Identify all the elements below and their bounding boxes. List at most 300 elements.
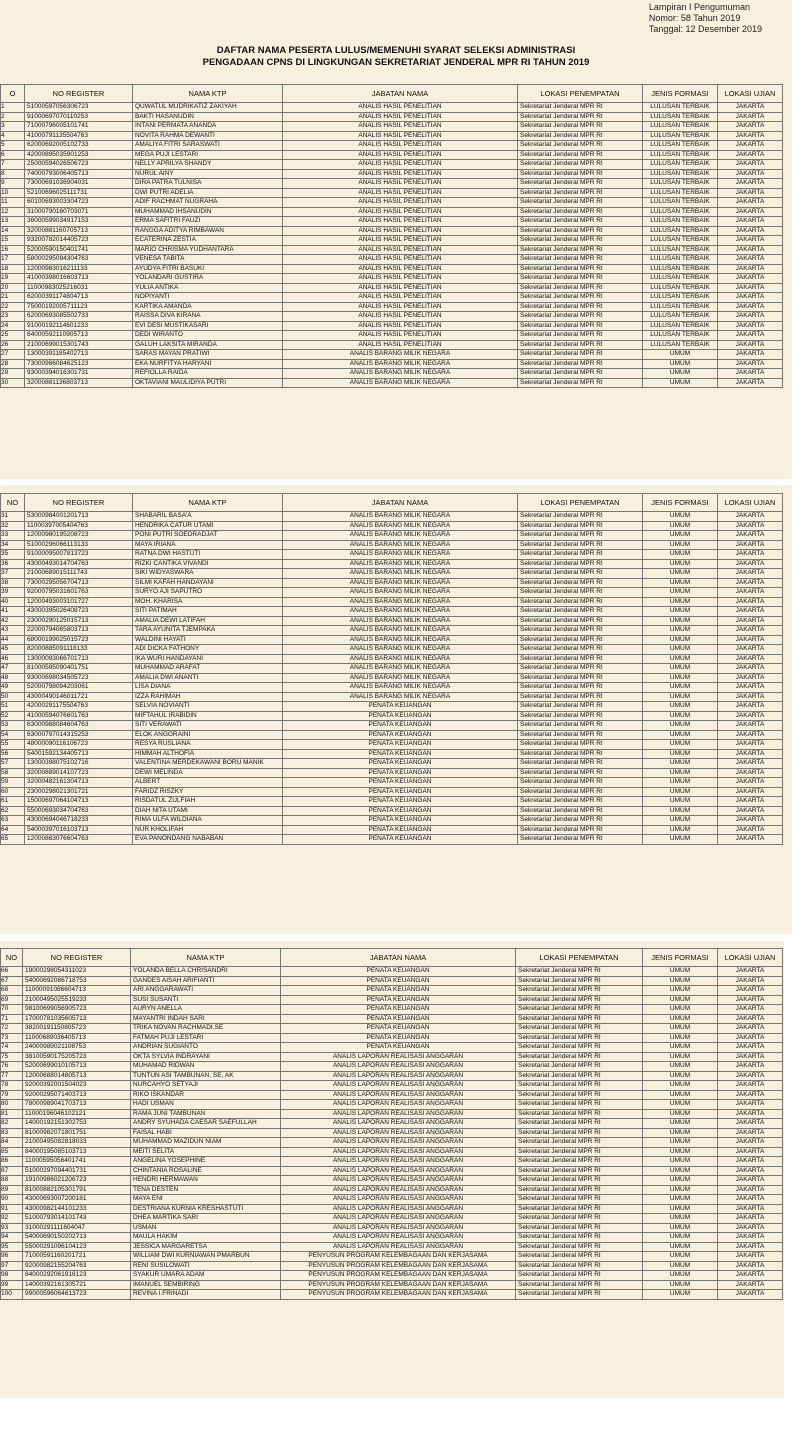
table-row [1,340,783,350]
register-number: 21000699015301743 [25,340,133,350]
exam-location-cell: JAKARTA [718,321,783,331]
formation-cell: LULUSAN TERBAIK [643,160,718,170]
placement-cell: Sekretariat Jenderal MPR RI [518,331,643,341]
position-cell: PENATA KEUANGAN [283,740,518,750]
position-cell: PENATA KEUANGAN [283,806,518,816]
exam-location-cell: JAKARTA [718,626,783,636]
exam-location-cell: JAKARTA [718,369,783,379]
position-cell: ANALIS LAPORAN REALISASI ANGGARAN [281,1176,516,1186]
placement-cell: Sekretariat Jenderal MPR RI [516,1166,643,1176]
position-cell: PENATA KEUANGAN [281,1043,516,1053]
position-cell: ANALIS BARANG MILIK NEGARA [283,635,518,645]
exam-location-cell: JAKARTA [718,540,783,550]
register-number: 13000398075102716 [25,759,133,769]
table-row [1,1043,783,1053]
position-cell: PENATA KEUANGAN [283,759,518,769]
name-cell: ANDRIAN SUGIANTO [131,1043,281,1053]
exam-location-cell: JAKARTA [718,797,783,807]
table-row [1,711,783,721]
position-cell: ANALIS LAPORAN REALISASI ANGGARAN [281,1081,516,1091]
position-cell: ANALIS HASIL PENELITIAN [283,293,518,303]
name-cell: NOPIYANTI [133,293,283,303]
row-number: 73 [1,1033,23,1043]
formation-cell: UMUM [643,654,718,664]
exam-location-cell: JAKARTA [718,521,783,531]
name-cell: QUWATUL MUDRIKATIZ ZAKIYAH [133,103,283,113]
exam-location-cell: JAKARTA [718,122,783,132]
table-row [1,359,783,369]
row-number: 3 [1,122,25,132]
header-row [1,949,783,967]
name-cell: MIFTAHUL IRABIDIN [133,711,283,721]
row-number: 96 [1,1252,23,1262]
formation-cell: LULUSAN TERBAIK [643,321,718,331]
exam-location-cell: JAKARTA [718,976,783,986]
name-cell: TENA DESTEN [131,1185,281,1195]
row-number: 65 [1,835,25,845]
formation-cell: UMUM [643,597,718,607]
exam-location-cell: JAKARTA [718,787,783,797]
placement-cell: Sekretariat Jenderal MPR RI [516,1109,643,1119]
register-number: 60100693003304723 [25,198,133,208]
placement-cell: Sekretariat Jenderal MPR RI [516,1252,643,1262]
exam-location-cell: JAKARTA [718,1157,783,1167]
exam-location-cell: JAKARTA [718,749,783,759]
table-row [1,749,783,759]
position-cell: ANALIS BARANG MILIK NEGARA [283,369,518,379]
position-cell: PENATA KEUANGAN [283,835,518,845]
placement-cell: Sekretariat Jenderal MPR RI [518,683,643,693]
formation-cell: UMUM [643,1005,718,1015]
row-number: 58 [1,768,25,778]
formation-cell: LULUSAN TERBAIK [643,245,718,255]
exam-location-cell: JAKARTA [718,293,783,303]
placement-cell: Sekretariat Jenderal MPR RI [518,131,643,141]
row-number: 28 [1,359,25,369]
table-row [1,664,783,674]
participants-table-1 [0,84,783,388]
row-number: 35 [1,550,25,560]
register-number: 52000590150401741 [25,245,133,255]
name-cell: KARTIKA AMANDA [133,302,283,312]
name-cell: FARIDZ RISZKY [133,787,283,797]
name-cell: SURYO AJI SAPUTRO [133,588,283,598]
lampiran-label: Lampiran I Pengumuman [648,2,750,12]
row-number: 29 [1,369,25,379]
table-row [1,302,783,312]
table-row [1,806,783,816]
name-cell: DESTRIANA KURNIA KRESHASTUTI [131,1204,281,1214]
register-number: 84000592110905713 [25,331,133,341]
table-row [1,512,783,522]
exam-location-cell: JAKARTA [718,179,783,189]
position-cell: ANALIS BARANG MILIK NEGARA [283,569,518,579]
exam-location-cell: JAKARTA [718,768,783,778]
position-cell: PENYUSUN PROGRAM KELEMBAGAAN DAN KERJASAMA [281,1261,516,1271]
table-row [1,1157,783,1167]
placement-cell: Sekretariat Jenderal MPR RI [516,1195,643,1205]
name-cell: WILLIAM DWI KURNIAWAN PMARBUN [131,1252,281,1262]
name-cell: AMALIA DEWI LATIFAH [133,616,283,626]
name-cell: AYUDYA FITRI BASUKI [133,264,283,274]
name-cell: MOH. KHARISA [133,597,283,607]
table-row [1,778,783,788]
table-row [1,369,783,379]
placement-cell: Sekretariat Jenderal MPR RI [516,1214,643,1224]
table-row [1,1280,783,1290]
register-number: 25000594026506723 [25,160,133,170]
formation-cell: UMUM [643,1128,718,1138]
exam-location-cell: JAKARTA [718,654,783,664]
row-number: 31 [1,512,25,522]
position-header: JABATAN NAMA [281,949,516,967]
exam-location-cell: JAKARTA [718,217,783,227]
name-header: NAMA KTP [131,949,281,967]
placement-cell: Sekretariat Jenderal MPR RI [518,293,643,303]
table-row [1,1252,783,1262]
location-header: LOKASI PENEMPATAN [518,85,643,103]
register-number: 71000796005101741 [25,122,133,132]
name-cell: IMANUEL SEMBIRING [131,1280,281,1290]
row-number: 93 [1,1223,23,1233]
exam-location-header: LOKASI UJIAN [718,85,783,103]
placement-cell: Sekretariat Jenderal MPR RI [518,550,643,560]
row-number: 5 [1,141,25,151]
row-number: 14 [1,226,25,236]
row-number: 22 [1,302,25,312]
table-row [1,226,783,236]
position-cell: ANALIS LAPORAN REALISASI ANGGARAN [281,1090,516,1100]
row-number: 98 [1,1271,23,1281]
register-number: 68000199025015723 [25,635,133,645]
register-number: 24000989021108753 [23,1043,131,1053]
name-cell: MUHAMMAD ARAFAT [133,664,283,674]
table-row [1,1166,783,1176]
row-number: 42 [1,616,25,626]
formation-cell: UMUM [643,635,718,645]
exam-location-cell: JAKARTA [718,1176,783,1186]
placement-cell: Sekretariat Jenderal MPR RI [518,816,643,826]
table-row [1,607,783,617]
row-number: 34 [1,540,25,550]
table-row [1,331,783,341]
exam-location-cell: JAKARTA [718,825,783,835]
table-row [1,759,783,769]
position-cell: ANALIS LAPORAN REALISASI ANGGARAN [281,1119,516,1129]
formation-cell: UMUM [643,1242,718,1252]
position-cell: ANALIS LAPORAN REALISASI ANGGARAN [281,1223,516,1233]
exam-location-cell: JAKARTA [718,597,783,607]
formation-cell: UMUM [643,540,718,550]
position-cell: PENATA KEUANGAN [283,825,518,835]
position-cell: PENYUSUN PROGRAM KELEMBAGAAN DAN KERJASAMA [281,1271,516,1281]
placement-cell: Sekretariat Jenderal MPR RI [516,1261,643,1271]
name-cell: SUSI SUSANTI [131,995,281,1005]
name-cell: RATNA DWI HASTUTI [133,550,283,560]
position-cell: PENATA KEUANGAN [283,797,518,807]
exam-location-cell: JAKARTA [718,378,783,388]
name-cell: HENDRI HERMAWAN [131,1176,281,1186]
exam-location-cell: JAKARTA [718,1261,783,1271]
table-row [1,112,783,122]
exam-location-cell: JAKARTA [718,664,783,674]
register-number: 43000490146011721 [25,692,133,702]
name-cell: ADIF RACHMAT NUGRAHA [133,198,283,208]
formation-cell: LULUSAN TERBAIK [643,302,718,312]
name-cell: ADI DICKA FATHONY [133,645,283,655]
exam-location-cell: JAKARTA [718,274,783,284]
exam-location-cell: JAKARTA [718,1024,783,1034]
exam-location-cell: JAKARTA [718,1128,783,1138]
name-cell: YOLANDA BELLA CHRISANDRI [131,967,281,977]
table-row [1,264,783,274]
placement-cell: Sekretariat Jenderal MPR RI [518,245,643,255]
table-row [1,103,783,113]
name-cell: HIMMAH ALTHOFIA [133,749,283,759]
name-cell: OKTAVIANI MAULIDIYA PUTRI [133,378,283,388]
placement-cell: Sekretariat Jenderal MPR RI [518,179,643,189]
register-number: 54000690150202713 [23,1233,131,1243]
name-cell: OKTA SYLVIA INDRAYANI [131,1052,281,1062]
name-cell: RAISSA DIVA KIRANA [133,312,283,322]
exam-location-cell: JAKARTA [718,264,783,274]
position-header: JABATAN NAMA [283,85,518,103]
register-number: 63000797014315253 [25,730,133,740]
formation-cell: UMUM [643,683,718,693]
position-cell: ANALIS HASIL PENELITIAN [283,169,518,179]
position-cell: PENYUSUN PROGRAM KELEMBAGAAN DAN KERJASAMA [281,1280,516,1290]
name-cell: SHABARIL BASA'A [133,512,283,522]
formation-cell: UMUM [643,976,718,986]
name-cell: CHINTANIA ROSALINE [131,1166,281,1176]
position-cell: ANALIS HASIL PENELITIAN [283,141,518,151]
register-number: 62000692005102733 [25,141,133,151]
row-number: 27 [1,350,25,360]
name-cell: FAISAL HABI [131,1128,281,1138]
formation-cell: UMUM [643,664,718,674]
exam-location-cell: JAKARTA [718,1062,783,1072]
register-number: 81000982071801751 [23,1128,131,1138]
name-cell: NURUL AINY [133,169,283,179]
header-row [1,85,783,103]
name-cell: AURYN ANELLA [131,1005,281,1015]
row-number: 82 [1,1119,23,1129]
name-cell: BAKTI HASANUDIN [133,112,283,122]
position-cell: ANALIS HASIL PENELITIAN [283,150,518,160]
row-number: 77 [1,1071,23,1081]
formation-cell: UMUM [643,512,718,522]
formation-cell: UMUM [643,588,718,598]
name-cell: FATMAH PUJI LESTARI [131,1033,281,1043]
row-number: 38 [1,578,25,588]
name-cell: ECATERINA ZESTIA [133,236,283,246]
row-number: 49 [1,683,25,693]
exam-location-cell: JAKARTA [718,559,783,569]
name-cell: MARIO CHRISMA YUDHANTARA [133,245,283,255]
exam-location-cell: JAKARTA [718,255,783,265]
position-cell: ANALIS BARANG MILIK NEGARA [283,626,518,636]
register-number: 43000694046718233 [25,816,133,826]
placement-cell: Sekretariat Jenderal MPR RI [518,692,643,702]
placement-cell: Sekretariat Jenderal MPR RI [518,369,643,379]
name-cell: ERMA SAFITRI FAUZI [133,217,283,227]
row-number: 17 [1,255,25,265]
table-row [1,236,783,246]
announcement-reference [649,2,762,35]
row-number: 37 [1,569,25,579]
position-cell: ANALIS HASIL PENELITIAN [283,207,518,217]
table-row [1,274,783,284]
document-page-3 [0,941,784,1398]
formation-cell: LULUSAN TERBAIK [643,293,718,303]
exam-location-cell: JAKARTA [718,578,783,588]
table-row [1,1147,783,1157]
row-number: 99 [1,1280,23,1290]
placement-cell: Sekretariat Jenderal MPR RI [518,778,643,788]
exam-location-cell: JAKARTA [718,1233,783,1243]
row-number: 15 [1,236,25,246]
table-row [1,293,783,303]
table-row [1,1024,783,1034]
position-cell: PENYUSUN PROGRAM KELEMBAGAAN DAN KERJASAMA [281,1290,516,1300]
formation-cell: UMUM [643,1052,718,1062]
row-number: 21 [1,293,25,303]
position-cell: ANALIS LAPORAN REALISASI ANGGARAN [281,1195,516,1205]
exam-location-cell: JAKARTA [718,512,783,522]
exam-location-cell: JAKARTA [718,635,783,645]
row-number: 59 [1,778,25,788]
position-cell: ANALIS BARANG MILIK NEGARA [283,540,518,550]
position-cell: ANALIS LAPORAN REALISASI ANGGARAN [281,1214,516,1224]
register-number: 38200191150805723 [23,1024,131,1034]
row-number: 57 [1,759,25,769]
register-number: 19100986021206723 [23,1176,131,1186]
exam-location-cell: JAKARTA [718,131,783,141]
exam-location-cell: JAKARTA [718,226,783,236]
register-number: 43000693007200181 [23,1195,131,1205]
formation-cell: UMUM [643,369,718,379]
name-cell: RISDATUL ZULFIAH [133,797,283,807]
table-row [1,283,783,293]
position-cell: PENATA KEUANGAN [281,986,516,996]
placement-cell: Sekretariat Jenderal MPR RI [518,626,643,636]
placement-cell: Sekretariat Jenderal MPR RI [518,378,643,388]
formation-cell: LULUSAN TERBAIK [643,255,718,265]
register-number: 98100699056905723 [23,1005,131,1015]
formation-cell: UMUM [643,1204,718,1214]
position-cell: PENATA KEUANGAN [281,1014,516,1024]
row-number: 26 [1,340,25,350]
table-row [1,378,783,388]
table-row [1,654,783,664]
position-cell: ANALIS HASIL PENELITIAN [283,274,518,284]
formation-cell: UMUM [643,1109,718,1119]
formation-cell: UMUM [643,550,718,560]
table-row [1,588,783,598]
table-row [1,521,783,531]
register-number: 51000793014101743 [23,1214,131,1224]
register-number: 38100590175205723 [23,1052,131,1062]
row-number: 50 [1,692,25,702]
name-header: NAMA KTP [133,494,283,512]
exam-location-cell: JAKARTA [718,1109,783,1119]
row-number: 46 [1,654,25,664]
register-number: 11000196046102121 [23,1109,131,1119]
register-number: 54001592134405713 [25,749,133,759]
exam-location-header: LOKASI UJIAN [718,494,783,512]
row-number: 83 [1,1128,23,1138]
position-cell: ANALIS BARANG MILIK NEGARA [283,588,518,598]
position-cell: ANALIS HASIL PENELITIAN [283,198,518,208]
table-row [1,835,783,845]
name-cell: ELOK ANGGRAINI [133,730,283,740]
name-cell: REVINA I.FRINADI [131,1290,281,1300]
name-cell: NURCAHYO SETYAJI [131,1081,281,1091]
position-cell: ANALIS HASIL PENELITIAN [283,283,518,293]
name-cell: RIZKI CANTIKA VIVANDI [133,559,283,569]
row-number: 11 [1,198,25,208]
name-cell: IKA WURI HANDAYANI [133,654,283,664]
register-number: 43000395026408723 [25,607,133,617]
name-cell: SITI PATIMAH [133,607,283,617]
register-number: 91000095007813723 [25,550,133,560]
formation-cell: UMUM [643,1071,718,1081]
row-number: 78 [1,1081,23,1091]
table-row [1,122,783,132]
exam-location-cell: JAKARTA [718,1166,783,1176]
table-header [1,85,783,103]
placement-cell: Sekretariat Jenderal MPR RI [518,806,643,816]
position-cell: ANALIS LAPORAN REALISASI ANGGARAN [281,1052,516,1062]
placement-cell: Sekretariat Jenderal MPR RI [518,721,643,731]
name-cell: SIKI WIDYASWARA [133,569,283,579]
participants-table-3 [0,948,783,1300]
row-number: 85 [1,1147,23,1157]
register-number: 21000689015111743 [25,569,133,579]
placement-cell: Sekretariat Jenderal MPR RI [518,226,643,236]
formation-header: JENIS FORMASI [643,949,718,967]
register-number: 91000697070110253 [25,112,133,122]
exam-location-cell: JAKARTA [718,1138,783,1148]
position-cell: ANALIS HASIL PENELITIAN [283,131,518,141]
placement-cell: Sekretariat Jenderal MPR RI [516,1062,643,1072]
placement-cell: Sekretariat Jenderal MPR RI [518,302,643,312]
formation-cell: UMUM [643,673,718,683]
placement-cell: Sekretariat Jenderal MPR RI [518,787,643,797]
placement-cell: Sekretariat Jenderal MPR RI [518,141,643,151]
placement-cell: Sekretariat Jenderal MPR RI [516,1100,643,1110]
register-number: 32000881136803713 [25,378,133,388]
position-cell: ANALIS BARANG MILIK NEGARA [283,673,518,683]
exam-location-cell: JAKARTA [718,673,783,683]
row-number: 89 [1,1185,23,1195]
table-row [1,1290,783,1300]
position-cell: ANALIS HASIL PENELITIAN [283,302,518,312]
position-cell: ANALIS BARANG MILIK NEGARA [283,664,518,674]
formation-cell: UMUM [643,359,718,369]
formation-cell: UMUM [643,531,718,541]
row-number: 33 [1,531,25,541]
name-cell: PONI PUTRI SOEDRADJAT [133,531,283,541]
formation-cell: UMUM [643,702,718,712]
table-row [1,350,783,360]
table-row [1,131,783,141]
exam-location-cell: JAKARTA [718,112,783,122]
exam-location-cell: JAKARTA [718,835,783,845]
row-number: 19 [1,274,25,284]
table-body [1,967,783,1300]
register-number: 63000988084604763 [25,721,133,731]
